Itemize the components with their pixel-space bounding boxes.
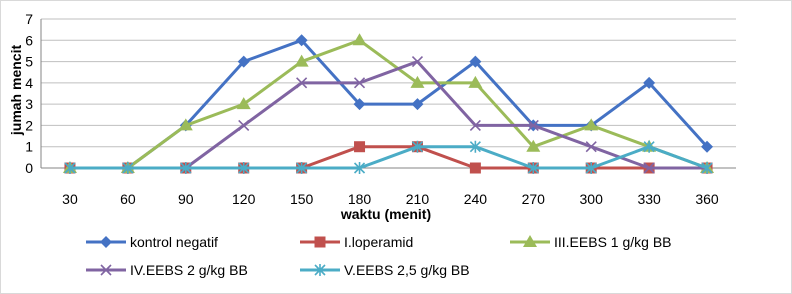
y-tick-label: 1 (25, 138, 33, 155)
data-point (353, 33, 367, 45)
x-tick-labels (62, 191, 719, 207)
x-tick-label: 150 (289, 191, 314, 207)
x-tick-label: 180 (347, 191, 372, 207)
x-tick-label: 120 (232, 191, 256, 207)
y-tick-label: 5 (25, 53, 33, 70)
legend-item (86, 262, 248, 278)
legend-label: kontrol negatif (130, 234, 218, 250)
series-line (70, 62, 707, 168)
data-point (354, 141, 365, 152)
y-tick-label: 7 (25, 11, 33, 27)
x-tick-label: 60 (120, 191, 136, 207)
x-tick-label: 330 (637, 191, 661, 207)
y-tick-label: 4 (25, 74, 33, 91)
x-tick-label: 300 (579, 191, 603, 207)
y-tick-labels (25, 11, 33, 176)
legend-marker (100, 236, 112, 248)
legend-item (300, 262, 470, 278)
x-tick-label: 30 (62, 191, 78, 207)
legend-label: III.EEBS 1 g/kg BB (554, 234, 672, 250)
legend-label: I.loperamid (344, 234, 414, 250)
x-tick-label: 270 (521, 191, 545, 207)
x-tick-label: 240 (463, 191, 488, 207)
y-tick-label: 6 (25, 32, 33, 49)
legend-item (510, 234, 672, 250)
y-tick-label: 3 (25, 96, 33, 113)
x-tick-label: 210 (405, 191, 430, 207)
series-line (70, 147, 707, 168)
y-axis-title: jumah mencit (8, 44, 24, 136)
legend-item (86, 234, 218, 250)
x-axis-title: waktu (menit) (340, 206, 432, 222)
data-point (470, 163, 481, 174)
legend-item (300, 234, 413, 250)
x-tick-label: 360 (695, 191, 719, 207)
legend-label: IV.EEBS 2 g/kg BB (130, 262, 248, 278)
y-tick-label: 2 (25, 117, 33, 134)
x-tick-label: 90 (178, 191, 194, 207)
legend (86, 234, 672, 278)
legend-label: V.EEBS 2,5 g/kg BB (344, 262, 470, 278)
legend-marker (315, 237, 326, 248)
y-tick-label: 0 (25, 160, 33, 176)
series-group (65, 57, 712, 173)
